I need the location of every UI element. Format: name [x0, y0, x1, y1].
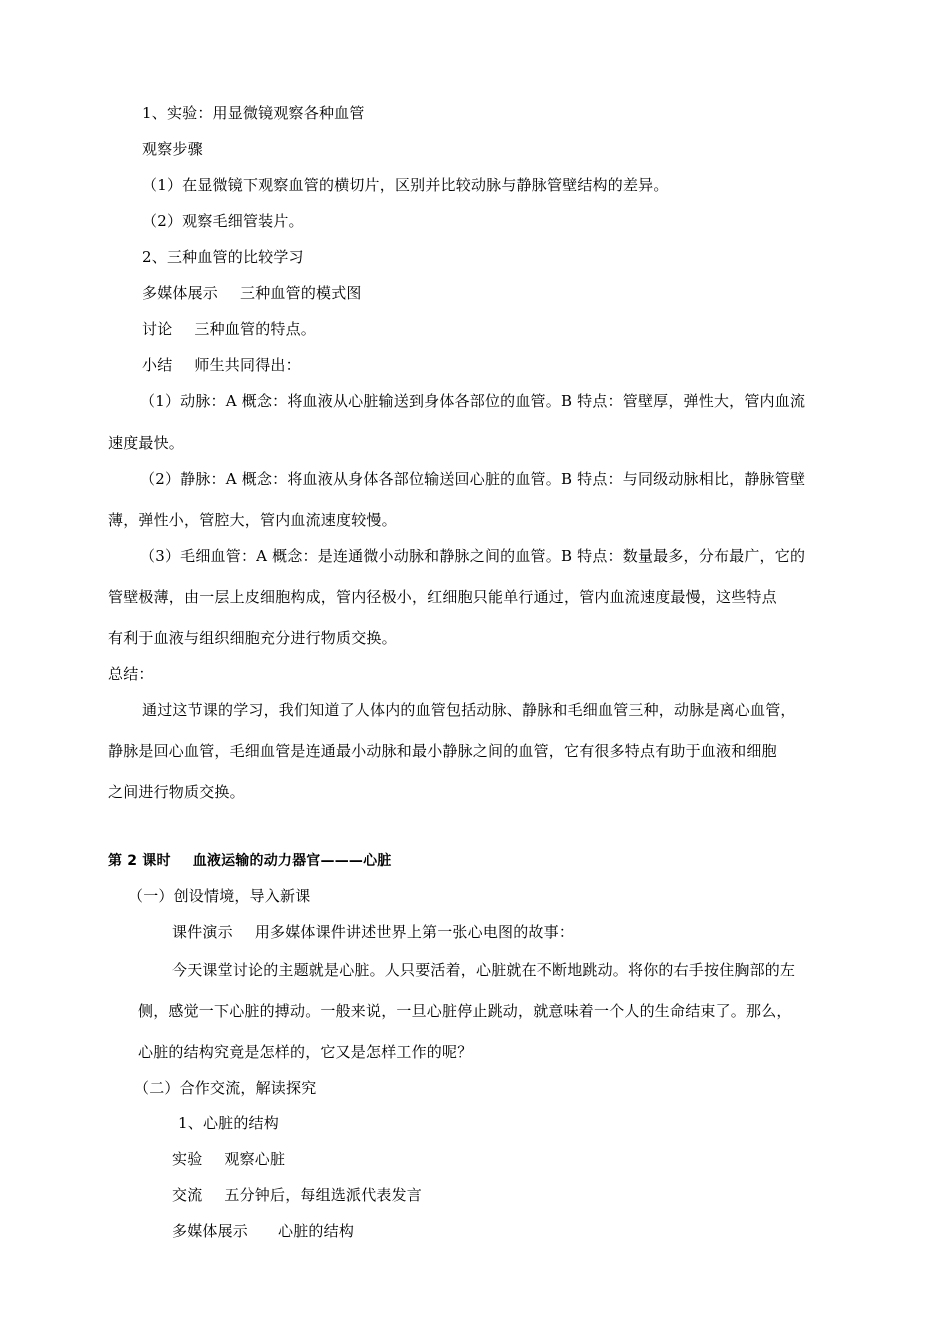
summary-label: 小结: [142, 356, 173, 374]
capillary-paragraph-line-3: 有利于血液与组织细胞充分进行物质交换。: [108, 629, 397, 647]
experiment-label: 实验: [172, 1150, 203, 1168]
lesson-number: 第 2 课时: [108, 853, 171, 869]
intro-paragraph-line-2: 侧，感觉一下心脏的搏动。一般来说，一旦心脏停止跳动，就意味着一个人的生命结束了。那么，: [138, 1002, 792, 1020]
conclusion-line-2: 静脉是回心血管，毛细血管是连通最小动脉和最小静脉之间的血管，它有很多特点有助于血液和细胞: [108, 742, 777, 760]
section-heading-comparison: 2、三种血管的比较学习: [142, 248, 304, 266]
capillary-paragraph-line-1: （3）毛细血管：A 概念：是连通微小动脉和静脉之间的血管。B 特点：数量最多，分布最广，它的: [140, 547, 806, 565]
observation-steps-label: 观察步骤: [142, 140, 203, 158]
step-1: （1）在显微镜下观察血管的横切片，区别并比较动脉与静脉管壁结构的差异。: [142, 176, 669, 194]
artery-paragraph-line-1: （1）动脉：A 概念：将血液从心脏输送到身体各部位的血管。B 特点：管壁厚，弹性大，管内血流: [140, 392, 806, 410]
exchange-line: [172, 1185, 422, 1205]
discussion-label: 讨论: [142, 320, 173, 338]
multimedia-heart-line: [172, 1221, 354, 1241]
conclusion-line-3: 之间进行物质交换。: [108, 783, 245, 801]
lesson-topic: 血液运输的动力器官———心脏: [192, 853, 392, 869]
experiment-line: [172, 1149, 285, 1169]
conclusion-line-1: 通过这节课的学习，我们知道了人体内的血管包括动脉、静脉和毛细血管三种，动脉是离心血管，: [142, 701, 796, 719]
discussion-content: 三种血管的特点。: [194, 320, 317, 338]
multimedia-heart-content: 心脏的结构: [278, 1222, 355, 1240]
discussion-line: [142, 319, 316, 339]
exchange-content: 五分钟后，每组选派代表发言: [224, 1186, 423, 1204]
part-1-heading: （一）创设情境，导入新课: [128, 887, 311, 905]
multimedia-display-line: [142, 283, 362, 303]
lesson-2-title: [108, 851, 392, 871]
summary-line: [142, 355, 301, 375]
capillary-paragraph-line-2: 管壁极薄，由一层上皮细胞构成，管内径极小，红细胞只能单行通过，管内血流速度最慢，这些特点: [108, 588, 777, 606]
section-heading-experiment: 1、实验：用显微镜观察各种血管: [142, 104, 365, 122]
multimedia-content: 三种血管的模式图: [240, 284, 362, 302]
heart-structure-heading: 1、心脏的结构: [178, 1114, 279, 1132]
exchange-label: 交流: [172, 1186, 203, 1204]
part-2-heading: （二）合作交流，解读探究: [134, 1079, 317, 1097]
vein-paragraph-line-1: （2）静脉：A 概念：将血液从身体各部位输送回心脏的血管。B 特点：与同级动脉相比，静脉管壁: [140, 470, 806, 488]
courseware-demo-content: 用多媒体课件讲述世界上第一张心电图的故事：: [254, 923, 575, 941]
intro-paragraph-line-1: 今天课堂讨论的主题就是心脏。人只要活着，心脏就在不断地跳动。将你的右手按住胸部的左: [172, 961, 796, 979]
artery-paragraph-line-2: 速度最快。: [108, 434, 185, 452]
experiment-content: 观察心脏: [224, 1150, 286, 1168]
vein-paragraph-line-2: 薄，弹性小，管腔大，管内血流速度较慢。: [108, 511, 397, 529]
multimedia-heart-label: 多媒体展示: [172, 1222, 249, 1240]
multimedia-label: 多媒体展示: [142, 284, 219, 302]
summary-content: 师生共同得出：: [194, 356, 301, 374]
courseware-demo-line: [172, 922, 574, 942]
intro-paragraph-line-3: 心脏的结构究竟是怎样的，它又是怎样工作的呢？: [138, 1043, 473, 1061]
conclusion-heading: 总结：: [108, 665, 154, 683]
step-2: （2）观察毛细管装片。: [142, 212, 304, 230]
courseware-demo-label: 课件演示: [172, 923, 233, 941]
